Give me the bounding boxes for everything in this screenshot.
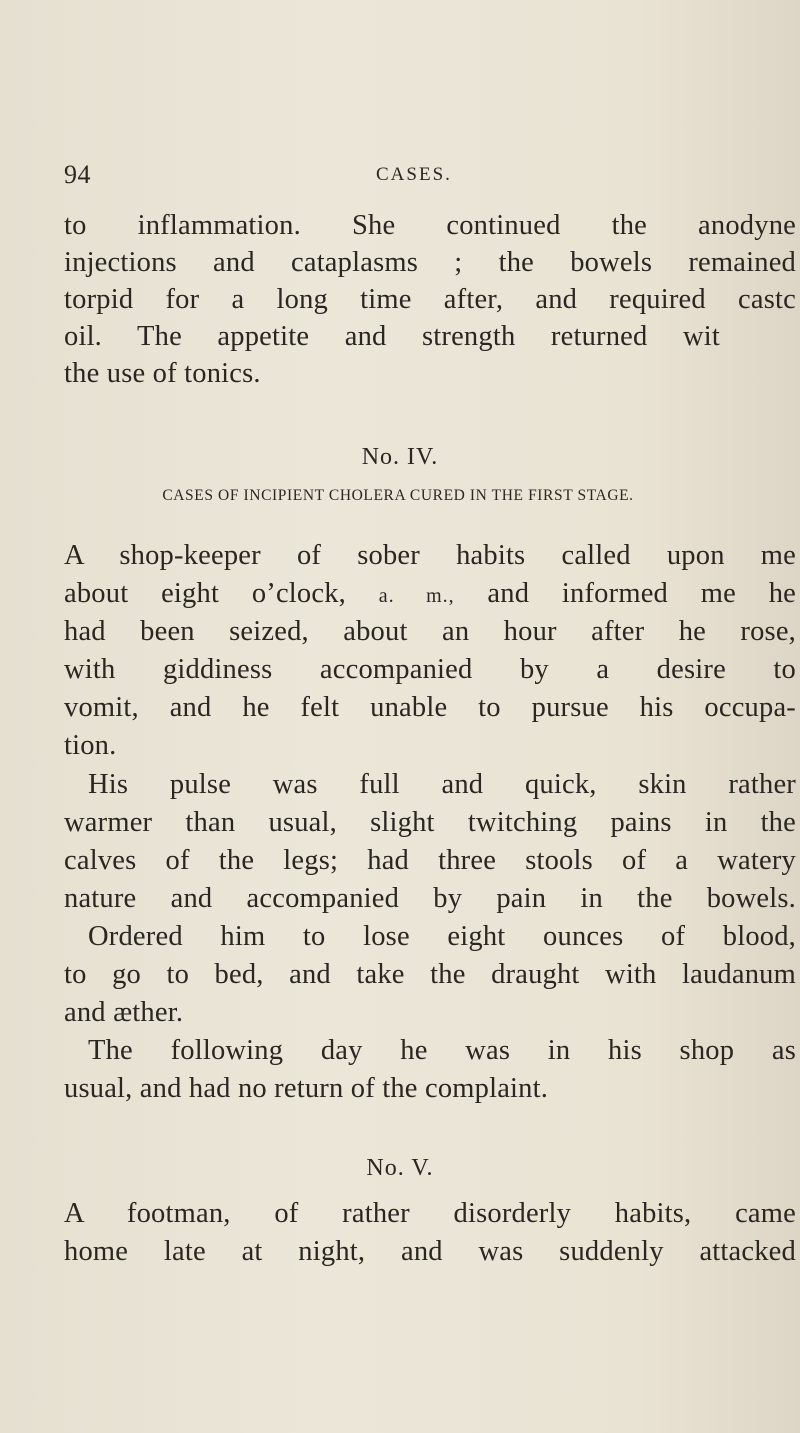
text-fragment: about eight o’clock,: [64, 578, 347, 609]
text-line: oil. The appetite and strength returned wit: [64, 321, 720, 352]
text-line: Ordered him to lose eight ounces of blood,: [88, 921, 796, 952]
case-number-heading: No. V.: [366, 1155, 434, 1181]
text-line: vomit, and he felt unable to pursue his occupa-: [64, 692, 796, 723]
case-number-heading: No. IV.: [361, 444, 439, 470]
text-line: torpid for a long time after, and required castc: [64, 284, 796, 315]
text-line: home late at night, and was suddenly attacked: [64, 1236, 796, 1267]
text-line: The following day he was in his shop as: [88, 1035, 796, 1066]
text-line: A footman, of rather disorderly habits, came: [64, 1198, 796, 1229]
text-line: injections and cataplasms ; the bowels remained: [64, 247, 796, 278]
text-line: had been seized, about an hour after he rose,: [64, 616, 796, 647]
text-line: nature and accompanied by pain in the bowels.: [64, 883, 796, 914]
page-number: 94: [64, 160, 91, 189]
text-line: A shop-keeper of sober habits called upon me: [64, 540, 796, 571]
text-line: to inflammation. She continued the anodyne: [64, 210, 796, 241]
text-line: tion.: [64, 730, 117, 761]
text-line: His pulse was full and quick, skin rather: [88, 769, 796, 800]
text-line: usual, and had no return of the complaint.: [64, 1073, 549, 1104]
time-abbreviation: a. m.,: [378, 585, 455, 607]
case-section-title: CASES OF INCIPIENT CHOLERA CURED IN THE FIRST STAGE.: [162, 487, 634, 504]
text-line: warmer than usual, slight twitching pains in the: [64, 807, 796, 838]
text-line: with giddiness accompanied by a desire to: [64, 654, 796, 685]
text-line: to go to bed, and take the draught with laudanum: [64, 959, 796, 990]
running-head: CASES.: [376, 164, 452, 185]
text-fragment: and informed me he: [487, 578, 797, 609]
page-header: [64, 160, 764, 192]
text-line: [64, 578, 796, 610]
text-line: calves of the legs; had three stools of a watery: [64, 845, 796, 876]
text-line: the use of tonics.: [64, 358, 261, 389]
text-line: and æther.: [64, 997, 184, 1028]
